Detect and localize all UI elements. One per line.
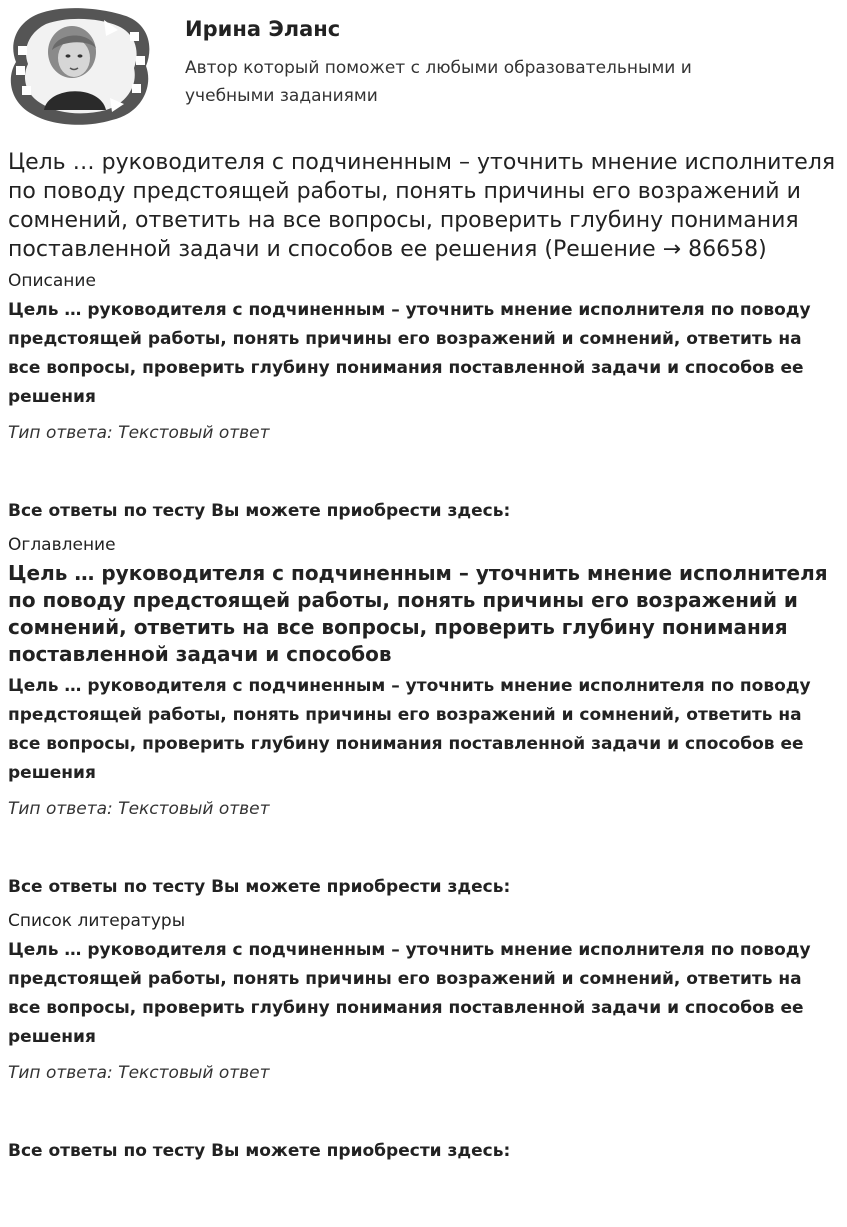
buy-link-text: Все ответы по тесту Вы можете приобрести здесь: bbox=[8, 1141, 511, 1161]
section-label-literature: Список литературы bbox=[8, 911, 186, 931]
author-description: Автор который поможет с любыми образовательными и учебными заданиями bbox=[185, 58, 692, 106]
buy-link-text: Все ответы по тесту Вы можете приобрести здесь: bbox=[8, 877, 511, 897]
author-photo-icon bbox=[8, 6, 152, 126]
literature-section bbox=[8, 910, 836, 1162]
section-label-description: Описание bbox=[8, 271, 96, 291]
toc-heading: Цель … руководителя с подчиненным – уточнить мнение исполнителя по поводу предстоящей работы, понять причины его возражений и сомнений, ответить на все вопросы, проверить глубину понимания поставленной задачи и способов bbox=[8, 561, 828, 666]
section-label-toc: Оглавление bbox=[8, 535, 116, 555]
description-section bbox=[8, 270, 836, 522]
answer-type: Тип ответа: Текстовый ответ bbox=[8, 423, 270, 443]
page-title: Цель … руководителя с подчиненным – уточнить мнение исполнителя по поводу предстоящей работы, понять причины его возражений и сомнений, ответить на все вопросы, проверить глубину понимания поставленной задачи и способов ее решения (Решение → 86658) bbox=[8, 150, 836, 262]
answer-type: Тип ответа: Текстовый ответ bbox=[8, 1063, 270, 1083]
description-text: Цель … руководителя с подчиненным – уточнить мнение исполнителя по поводу предстоящей работы, понять причины его возражений и сомнений, ответить на все вопросы, проверить глубину понимания поставленной задачи и способов ее решения bbox=[8, 300, 811, 407]
main-content bbox=[8, 148, 836, 1174]
buy-link-text: Все ответы по тесту Вы можете приобрести здесь: bbox=[8, 501, 511, 521]
literature-text: Цель … руководителя с подчиненным – уточнить мнение исполнителя по поводу предстоящей работы, понять причины его возражений и сомнений, ответить на все вопросы, проверить глубину понимания поставленной задачи и способов ее решения bbox=[8, 940, 811, 1047]
author-card bbox=[8, 6, 838, 128]
toc-text: Цель … руководителя с подчиненным – уточнить мнение исполнителя по поводу предстоящей работы, понять причины его возражений и сомнений, ответить на все вопросы, проверить глубину понимания поставленной задачи и способов ее решения bbox=[8, 676, 811, 783]
answer-type: Тип ответа: Текстовый ответ bbox=[8, 799, 270, 819]
toc-section bbox=[8, 534, 836, 898]
author-name: Ирина Эланс bbox=[185, 17, 341, 41]
